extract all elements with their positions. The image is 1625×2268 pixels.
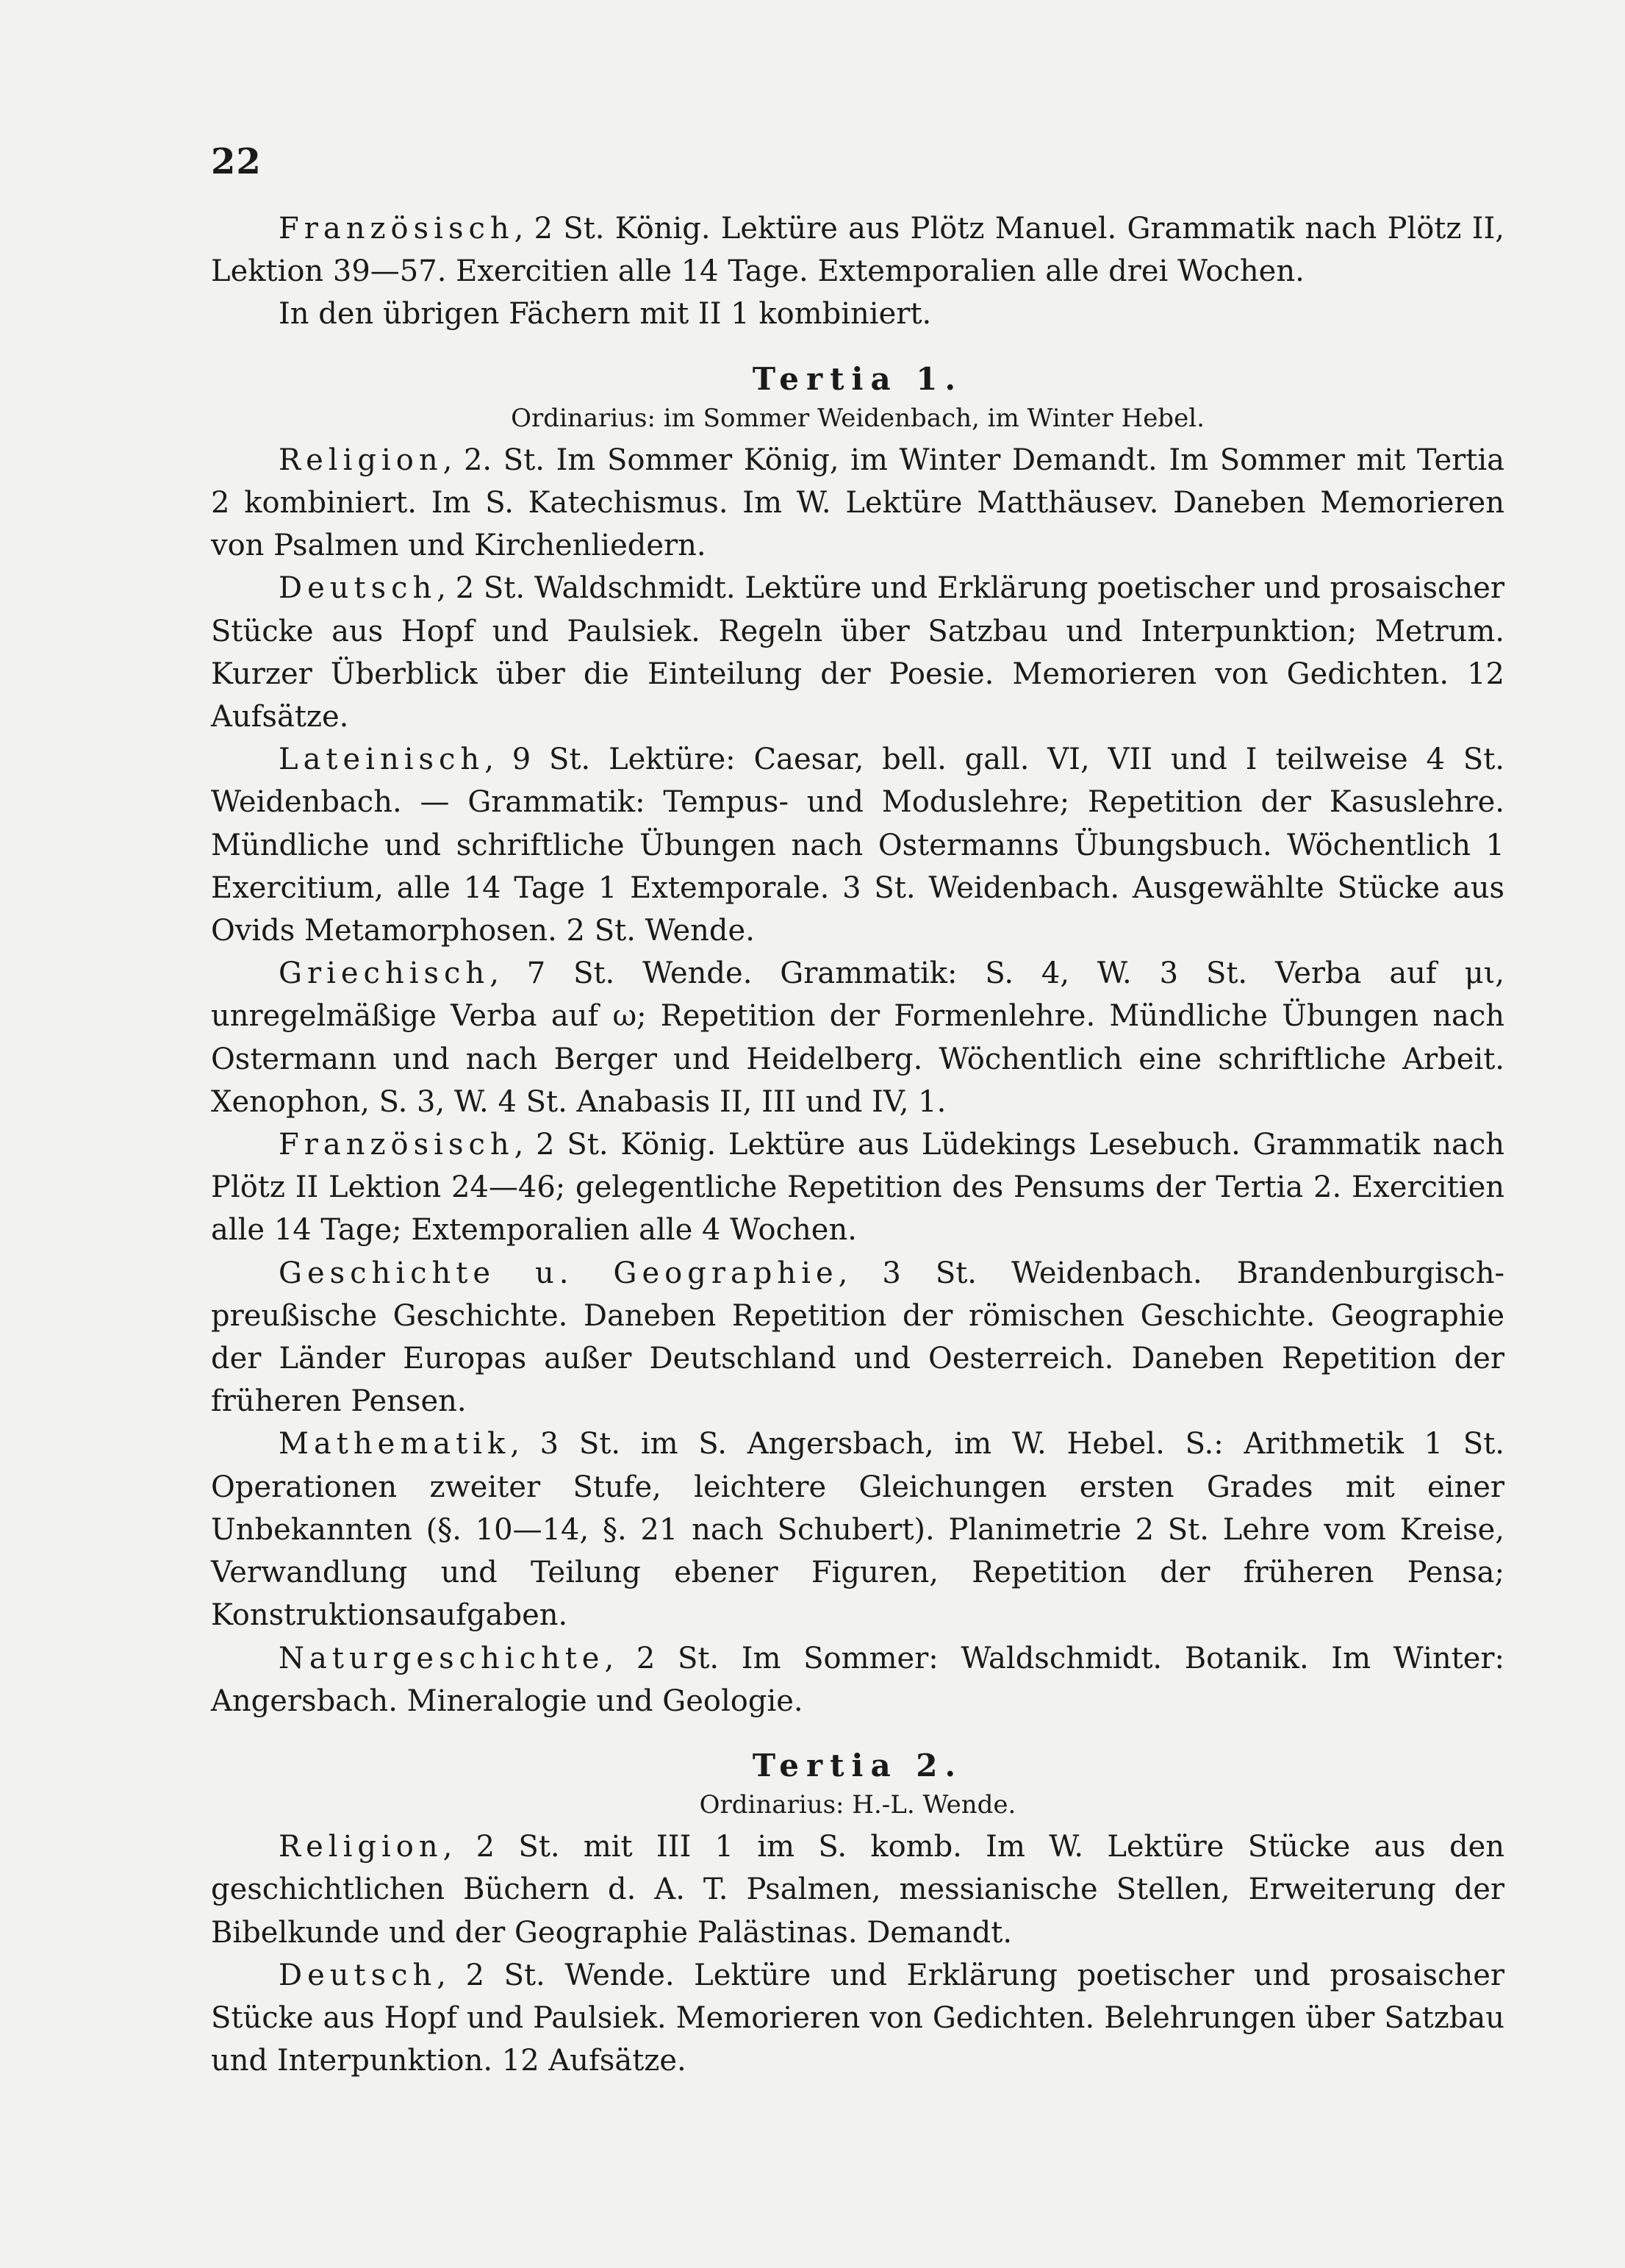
subject-label: Mathematik: [279, 1427, 511, 1462]
paragraph-text: , 2 St. Wende. Lektüre und Erklärung poetischer und prosaischer Stücke aus Hopf und Paulsiek. Memorieren von Gedichten. Belehrungen über Satzbau und Interpunktion. 12 Aufsätze.: [211, 1958, 1504, 2078]
subject-label: Lateinisch: [279, 743, 485, 777]
paragraph-text: , 2 St. König. Lektüre aus Plötz Manuel. Grammatik nach Plötz II, Lektion 39—57. Exercitien alle 14 Tage. Extemporalien alle drei Wochen.: [211, 212, 1504, 289]
body-text: [211, 207, 1504, 2082]
paragraph-text: , 2 St. Waldschmidt. Lektüre und Erklärung poetischer und prosaischer Stücke aus Hopf und Paulsiek. Regeln über Satzbau und Interpunktion; Metrum. Kurzer Überblick über die Einteilung der Poesie. Memorieren von Gedichten. 12 Aufsätze.: [211, 571, 1504, 734]
paragraph-naturgeschichte: [211, 1637, 1504, 1723]
subject-label: Griechisch: [279, 956, 490, 991]
subject-label: Religion: [279, 443, 443, 477]
paragraph-religion: [211, 1825, 1504, 1954]
section-heading-tertia-2: Tertia 2.: [752, 1747, 964, 1784]
ordinarius-tertia-1: Ordinarius: im Sommer Weidenbach, im Winter Hebel.: [511, 403, 1205, 433]
subject-label: Religion: [279, 1830, 443, 1864]
paragraph-geschichte: [211, 1252, 1504, 1423]
paragraph-lateinisch: [211, 738, 1504, 952]
paragraph-text: , 2 St. mit III 1 im S. komb. Im W. Lektüre Stücke aus den geschichtlichen Büchern d. A. T. Psalmen, messianische Stellen, Erweiterung der Bibelkunde und der Geographie Palästinas. Demandt.: [211, 1830, 1504, 1950]
paragraph-text: , 7 St. Wende. Grammatik: S. 4, W. 3 St. Verba auf μι, unregelmäßige Verba auf ω; Repetition der Formenlehre. Mündliche Übungen nach Ostermann und nach Berger und Heidelberg. Wöchentlich eine schriftliche Arbeit. Xenophon, S. 3, W. 4 St. Anabasis II, III und IV, 1.: [211, 956, 1504, 1119]
paragraph-uebrige: In den übrigen Fächern mit II 1 kombiniert.: [279, 297, 932, 332]
paragraph-text: , 2 St. Im Sommer: Waldschmidt. Botanik. Im Winter: Angersbach. Mineralogie und Geologie.: [211, 1641, 1504, 1718]
page-number: 22: [211, 141, 262, 182]
subject-label: Geschichte u. Geographie: [279, 1256, 839, 1290]
paragraph-text: , 3 St. im S. Angersbach, im W. Hebel. S.: Arithmetik 1 St. Operationen zweiter Stufe, leichtere Gleichungen ersten Grades mit einer Unbekannten (§. 10—14, §. 21 nach Schubert). Planimetrie 2 St. Lehre vom Kreise, Verwandlung und Teilung ebener Figuren, Repetition der früheren Pensa; Konstruktionsaufgaben.: [211, 1427, 1504, 1633]
paragraph-text: , 3 St. Weidenbach. Brandenburgisch-preußische Geschichte. Daneben Repetition der römischen Geschichte. Geographie der Länder Europas außer Deutschland und Oesterreich. Daneben Repetition der früheren Pensen.: [211, 1256, 1504, 1419]
paragraph-text: , 2 St. König. Lektüre aus Lüdekings Lesebuch. Grammatik nach Plötz II Lektion 24—46; gelegentliche Repetition des Pensums der Tertia 2. Exercitien alle 14 Tage; Extemporalien alle 4 Wochen.: [211, 1128, 1504, 1248]
paragraph-deutsch: [211, 1954, 1504, 2083]
subject-label: Französisch: [279, 212, 514, 246]
paragraph-text: , 9 St. Lektüre: Caesar, bell. gall. VI, VII und I teilweise 4 St. Weidenbach. — Grammatik: Tempus- und Moduslehre; Repetition der Kasuslehre. Mündliche und schriftliche Übungen nach Ostermanns Übungsbuch. Wöchentlich 1 Exercitium, alle 14 Tage 1 Extemporale. 3 St. Weidenbach. Ausgewählte Stücke aus Ovids Metamorphosen. 2 St. Wende.: [211, 743, 1504, 948]
subject-label: Deutsch: [279, 1958, 437, 1992]
subject-label: Französisch: [279, 1128, 514, 1162]
paragraph-mathematik: [211, 1423, 1504, 1636]
ordinarius-tertia-2: Ordinarius: H.-L. Wende.: [699, 1790, 1016, 1820]
paragraph-text: , 2. St. Im Sommer König, im Winter Demandt. Im Sommer mit Tertia 2 kombiniert. Im S. Katechismus. Im W. Lektüre Matthäusev. Daneben Memorieren von Psalmen und Kirchenliedern.: [211, 443, 1504, 563]
paragraph-griechisch: [211, 952, 1504, 1123]
paragraph-franzoesisch-pre: [211, 207, 1504, 293]
subject-label: Deutsch: [279, 571, 437, 606]
paragraph-franzoesisch: [211, 1123, 1504, 1252]
section-heading-tertia-1: Tertia 1.: [752, 360, 964, 397]
paragraph-religion: [211, 439, 1504, 568]
subject-label: Naturgeschichte: [279, 1641, 605, 1675]
paragraph-deutsch: [211, 567, 1504, 738]
